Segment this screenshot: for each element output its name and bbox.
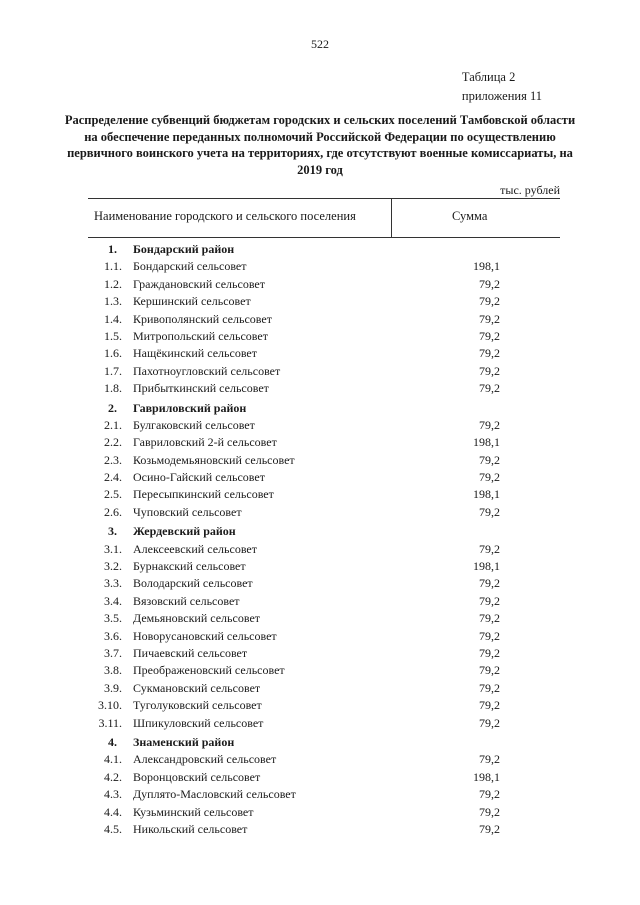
row-value: 198,1 [473,435,500,450]
document-title: Распределение субвенций бюджетам городских и сельских поселений Тамбовской области на обеспечение переданных полномочий Российской Федерации по осуществлению первичного воинского учета на территориях, где отсутствуют военные комиссариаты, на 2019 год [64,113,576,177]
row-name: Бурнакский сельсовет [133,559,246,574]
row-value: 79,2 [479,680,500,695]
table-row [0,558,640,575]
row-value: 79,2 [479,470,500,485]
appendix-label: приложения 11 [461,89,542,103]
district-row [0,734,640,751]
column-header-name: Наименование городского и сельского поселения [94,209,356,223]
row-value: 79,2 [479,804,500,819]
row-value: 79,2 [479,611,500,626]
row-name: Пересыпкинский сельсовет [133,487,274,502]
row-number: 3.5. [104,611,122,626]
row-number: 4. [108,734,117,749]
row-value: 79,2 [479,363,500,378]
row-value: 79,2 [479,541,500,556]
row-number: 3.2. [104,559,122,574]
row-name: Бондарский район [133,242,235,256]
row-number: 2.1. [104,417,122,432]
row-name: Осино-Гайский сельсовет [133,470,265,485]
row-name: Гавриловский район [133,400,247,415]
table-row [0,593,640,610]
row-name: Володарский сельсовет [133,576,253,591]
district-row [0,523,640,540]
row-name: Знаменский район [133,734,235,749]
row-value: 198,1 [473,259,500,274]
row-value: 198,1 [473,559,500,574]
row-value: 79,2 [479,276,500,291]
table-row [0,662,640,679]
row-name: Туголуковский сельсовет [133,698,262,713]
row-value: 79,2 [479,294,500,309]
row-value: 79,2 [479,645,500,660]
row-name: Митропольский сельсовет [133,328,268,343]
table-row [0,328,640,345]
row-value: 79,2 [479,715,500,730]
row-value: 198,1 [473,487,500,502]
row-name: Вязовский сельсовет [133,593,240,608]
row-name: Пичаевский сельсовет [133,645,248,660]
table-label: Таблица 2 [461,70,516,84]
table-row [0,258,640,275]
row-value: 79,2 [479,311,500,326]
row-number: 3.6. [104,628,122,643]
row-value: 79,2 [479,593,500,608]
row-name: Кершинский сельсовет [133,294,251,309]
row-value: 79,2 [479,663,500,678]
table-row [0,610,640,627]
table-row [0,645,640,662]
row-number: 3.8. [104,663,122,678]
row-number: 1.5. [104,328,122,343]
row-name: Булгаковский сельсовет [133,417,255,432]
row-name: Чуповский сельсовет [133,504,242,519]
row-number: 1.7. [104,363,122,378]
table-row [0,486,640,503]
table-row [0,417,640,434]
row-value: 79,2 [479,787,500,802]
district-row [0,400,640,417]
row-name: Сукмановский сельсовет [133,680,261,695]
row-name: Бондарский сельсовет [133,259,247,274]
table-row [0,363,640,380]
row-number: 2.4. [104,470,122,485]
row-number: 1.6. [104,346,122,361]
row-name: Шпикуловский сельсовет [133,715,264,730]
units-label: тыс. рублей [500,183,560,197]
row-name: Никольский сельсовет [133,821,248,836]
row-number: 2. [108,400,117,415]
row-number: 1.3. [104,294,122,309]
table-row [0,575,640,592]
table-row [0,541,640,558]
row-value: 79,2 [479,328,500,343]
row-number: 2.2. [104,435,122,450]
row-number: 4.2. [104,769,122,784]
row-number: 1.4. [104,311,122,326]
header-column-divider [391,198,392,237]
row-number: 4.5. [104,821,122,836]
row-value: 79,2 [479,417,500,432]
table-row [0,380,640,397]
row-value: 79,2 [479,504,500,519]
table-row [0,311,640,328]
page-number: 522 [311,37,329,51]
row-number: 3.4. [104,593,122,608]
table-reference [462,68,542,106]
row-name: Прибыткинский сельсовет [133,381,269,396]
row-value: 79,2 [479,628,500,643]
row-number: 2.6. [104,504,122,519]
table-row [0,345,640,362]
table-row [0,697,640,714]
row-name: Граждановский сельсовет [133,276,265,291]
row-name: Кривополянский сельсовет [133,311,272,326]
row-name: Нащёкинский сельсовет [133,346,257,361]
row-number: 1.2. [104,276,122,291]
row-value: 79,2 [479,452,500,467]
row-name: Дуплято-Масловский сельсовет [133,787,296,802]
column-header-sum: Сумма [452,209,488,223]
row-number: 2.3. [104,452,122,467]
row-name: Гавриловский 2-й сельсовет [133,435,277,450]
table-top-border [88,198,560,199]
row-value: 79,2 [479,576,500,591]
table-row [0,804,640,821]
table-row [0,821,640,838]
table-row [0,434,640,451]
table-row [0,293,640,310]
table-row [0,628,640,645]
row-value: 198,1 [473,769,500,784]
row-name: Алексеевский сельсовет [133,541,257,556]
row-name: Новорусановский сельсовет [133,628,277,643]
row-number: 3.3. [104,576,122,591]
row-number: 4.1. [104,752,122,767]
row-value: 79,2 [479,698,500,713]
table-row [0,680,640,697]
table-row [0,769,640,786]
row-value: 79,2 [479,346,500,361]
row-name: Козьмодемьяновский сельсовет [133,452,295,467]
row-name: Воронцовский сельсовет [133,769,261,784]
row-number: 4.4. [104,804,122,819]
row-number: 1.8. [104,381,122,396]
row-name: Жердевский район [133,524,236,539]
row-name: Пахотноугловский сельсовет [133,363,281,378]
table-row [0,469,640,486]
row-name: Демьяновский сельсовет [133,611,261,626]
row-number: 3.10. [98,698,122,713]
row-number: 1. [108,242,117,256]
row-number: 2.5. [104,487,122,502]
row-name: Александровский сельсовет [133,752,277,767]
row-name: Кузьминский сельсовет [133,804,254,819]
header-bottom-border [88,237,560,238]
row-number: 3.7. [104,645,122,660]
row-number: 4.3. [104,787,122,802]
row-name: Преображеновский сельсовет [133,663,285,678]
row-number: 3.11. [98,715,122,730]
row-number: 3. [108,524,117,539]
table-row [0,751,640,768]
row-number: 3.9. [104,680,122,695]
table-row [0,715,640,732]
row-number: 3.1. [104,541,122,556]
row-value: 79,2 [479,821,500,836]
table-row [0,276,640,293]
district-row [0,241,640,258]
row-number: 1.1. [104,259,122,274]
table-body [0,241,640,838]
row-value: 79,2 [479,752,500,767]
row-value: 79,2 [479,381,500,396]
table-row [0,452,640,469]
table-row [0,504,640,521]
table-row [0,786,640,803]
